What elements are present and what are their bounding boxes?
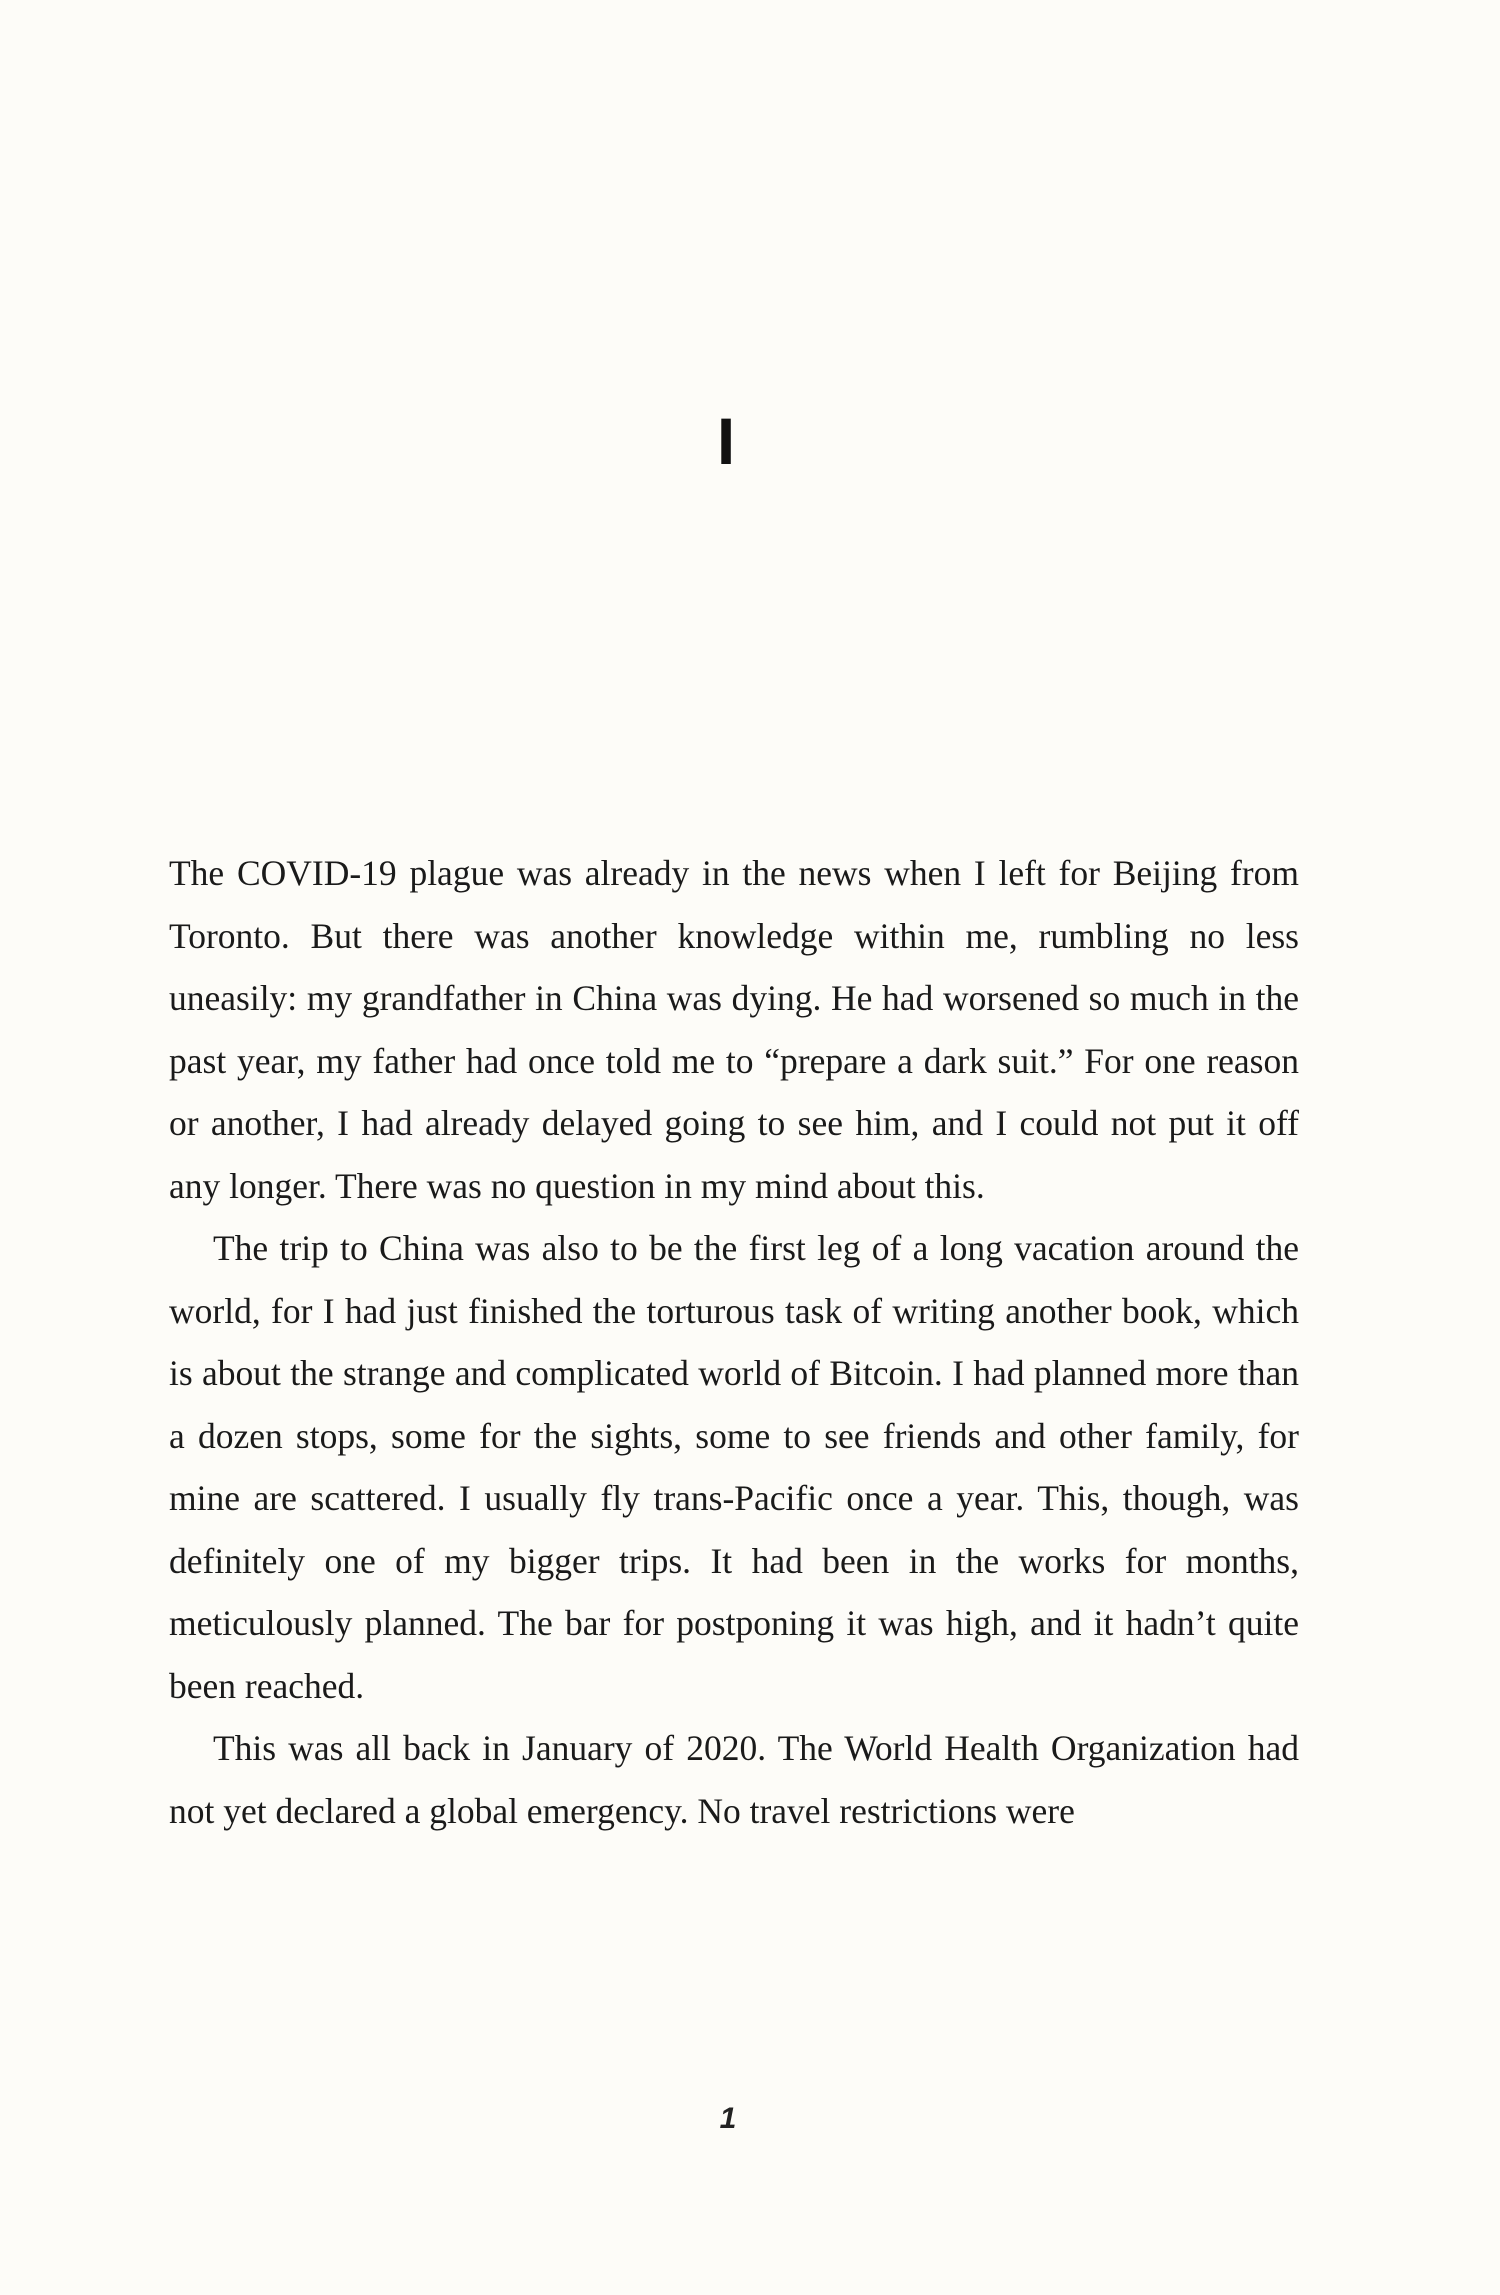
page-number: 1 xyxy=(719,2102,737,2135)
body-text xyxy=(169,842,1299,1842)
paragraph-3: This was all back in January of 2020. The World Health Organization had not yet declared a global emergency. No travel restrictions were xyxy=(169,1728,1299,1831)
paragraph-1: The COVID-19 plague was already in the news when I left for Beijing from Toronto. But there was another knowledge within me, rumbling no less uneasily: my grandfather in China was dying. He had worsened so much in the past year, my father had once told me to “prepare a dark suit.” For one reason or another, I had already delayed going to see him, and I could not put it off any longer. There was no question in my mind about this. xyxy=(169,853,1299,1206)
paragraph-2: The trip to China was also to be the first leg of a long vacation around the world, for I had just finished the torturous task of writing another book, which is about the strange and complicated world of Bitcoin. I had planned more than a dozen stops, some for the sights, some to see friends and other family, for mine are scattered. I usually fly trans-Pacific once a year. This, though, was definitely one of my bigger trips. It had been in the works for months, meticulously planned. The bar for postponing it was high, and it hadn’t quite been reached. xyxy=(169,1228,1299,1706)
chapter-number: I xyxy=(716,404,736,478)
